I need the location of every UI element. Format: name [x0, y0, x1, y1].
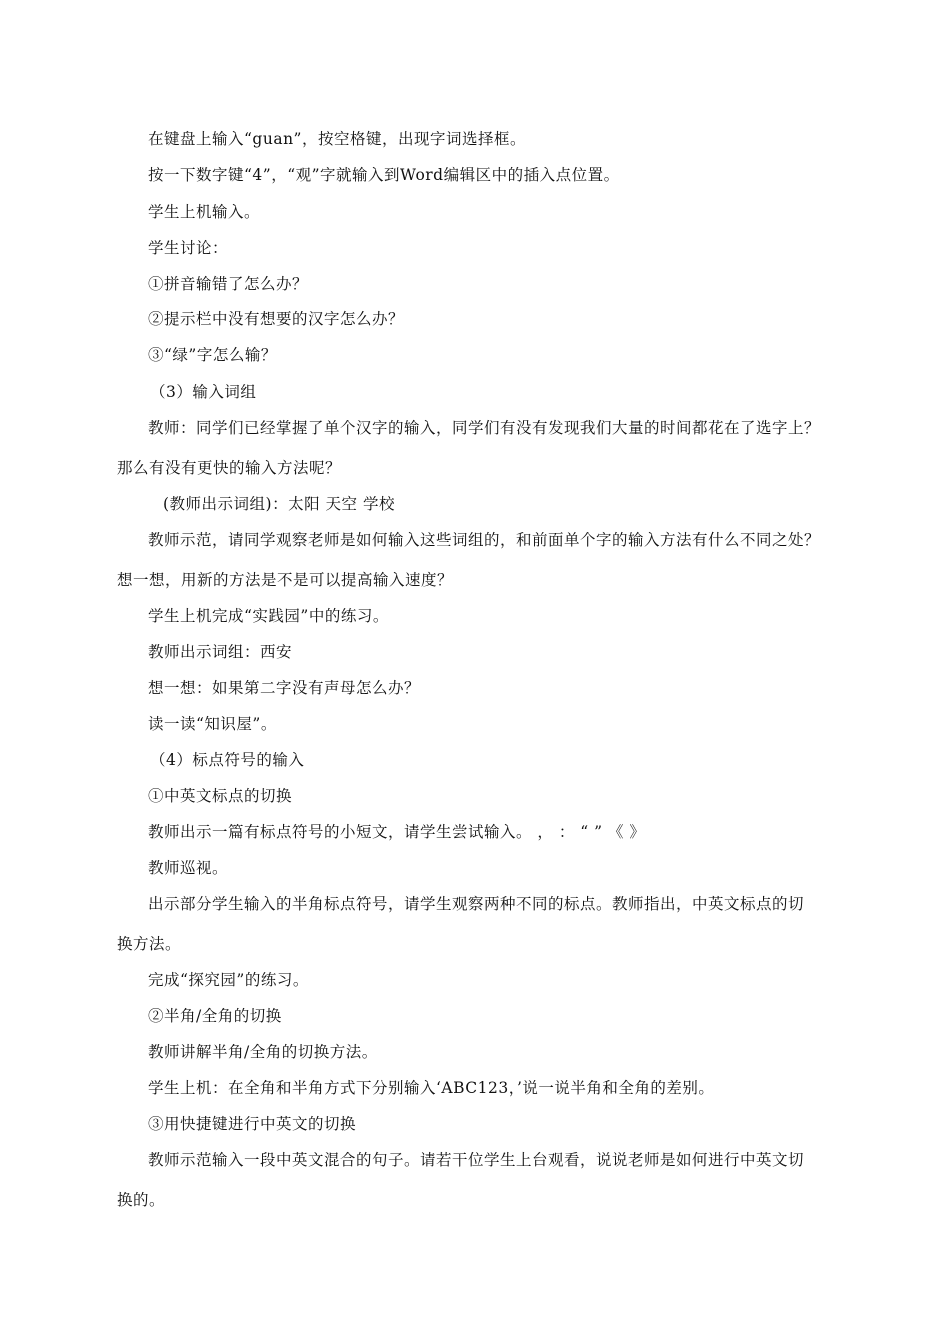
- paragraph-line: 换的。: [117, 1191, 166, 1209]
- section-heading: （4）标点符号的输入: [150, 751, 305, 769]
- list-item: ②提示栏中没有想要的汉字怎么办？: [148, 310, 405, 328]
- paragraph-line: 换方法。: [117, 935, 182, 953]
- list-item: ③“绿”字怎么输？: [148, 346, 277, 364]
- list-item: ①拼音输错了怎么办？: [148, 275, 309, 293]
- paragraph-line: 教师示范输入一段中英文混合的句子。请若干位学生上台观看，说说老师是如何进行中英文切: [148, 1151, 805, 1169]
- paragraph-line: 教师讲解半角/全角的切换方法。: [148, 1043, 378, 1061]
- paragraph-line: 教师出示词组：西安: [148, 643, 293, 661]
- paragraph-line: 教师巡视。: [148, 859, 229, 877]
- paragraph-line: 出示部分学生输入的半角标点符号，请学生观察两种不同的标点。教师指出，中英文标点的切: [148, 895, 805, 913]
- paragraph-line: 完成“探究园”的练习。: [148, 971, 309, 989]
- paragraph-line: 学生上机输入。: [148, 203, 261, 221]
- list-item: ②半角/全角的切换: [148, 1007, 282, 1025]
- paragraph-line: 在键盘上输入“guan”，按空格键，出现字词选择框。: [148, 130, 526, 148]
- paragraph-line: 学生上机完成“实践园”中的练习。: [148, 607, 389, 625]
- paragraph-line: (教师出示词组)：太阳 天空 学校: [163, 495, 395, 513]
- paragraph-line: 教师：同学们已经掌握了单个汉字的输入，同学们有没有发现我们大量的时间都花在了选字上？: [148, 419, 821, 437]
- paragraph-line: 那么有没有更快的输入方法呢？: [117, 459, 342, 477]
- paragraph-line: 读一读“知识屋”。: [148, 715, 277, 733]
- paragraph-line: 按一下数字键“4”，“观”字就输入到Word编辑区中的插入点位置。: [148, 166, 620, 184]
- list-item: ③用快捷键进行中英文的切换: [148, 1115, 357, 1133]
- list-item: ①中英文标点的切换: [148, 787, 293, 805]
- section-heading: （3）输入词组: [150, 383, 257, 401]
- paragraph-line: 想一想：如果第二字没有声母怎么办？: [148, 679, 421, 697]
- paragraph-line: 学生上机：在全角和半角方式下分别输入‘ABC123，’说一说半角和全角的差别。: [148, 1079, 715, 1097]
- paragraph-line: 想一想，用新的方法是不是可以提高输入速度？: [117, 571, 454, 589]
- paragraph-line: 教师出示一篇有标点符号的小短文，请学生尝试输入。 ， ： “ ” 《 》: [148, 823, 646, 841]
- paragraph-line: 学生讨论：: [148, 239, 229, 257]
- paragraph-line: 教师示范，请同学观察老师是如何输入这些词组的，和前面单个字的输入方法有什么不同之处？: [148, 531, 821, 549]
